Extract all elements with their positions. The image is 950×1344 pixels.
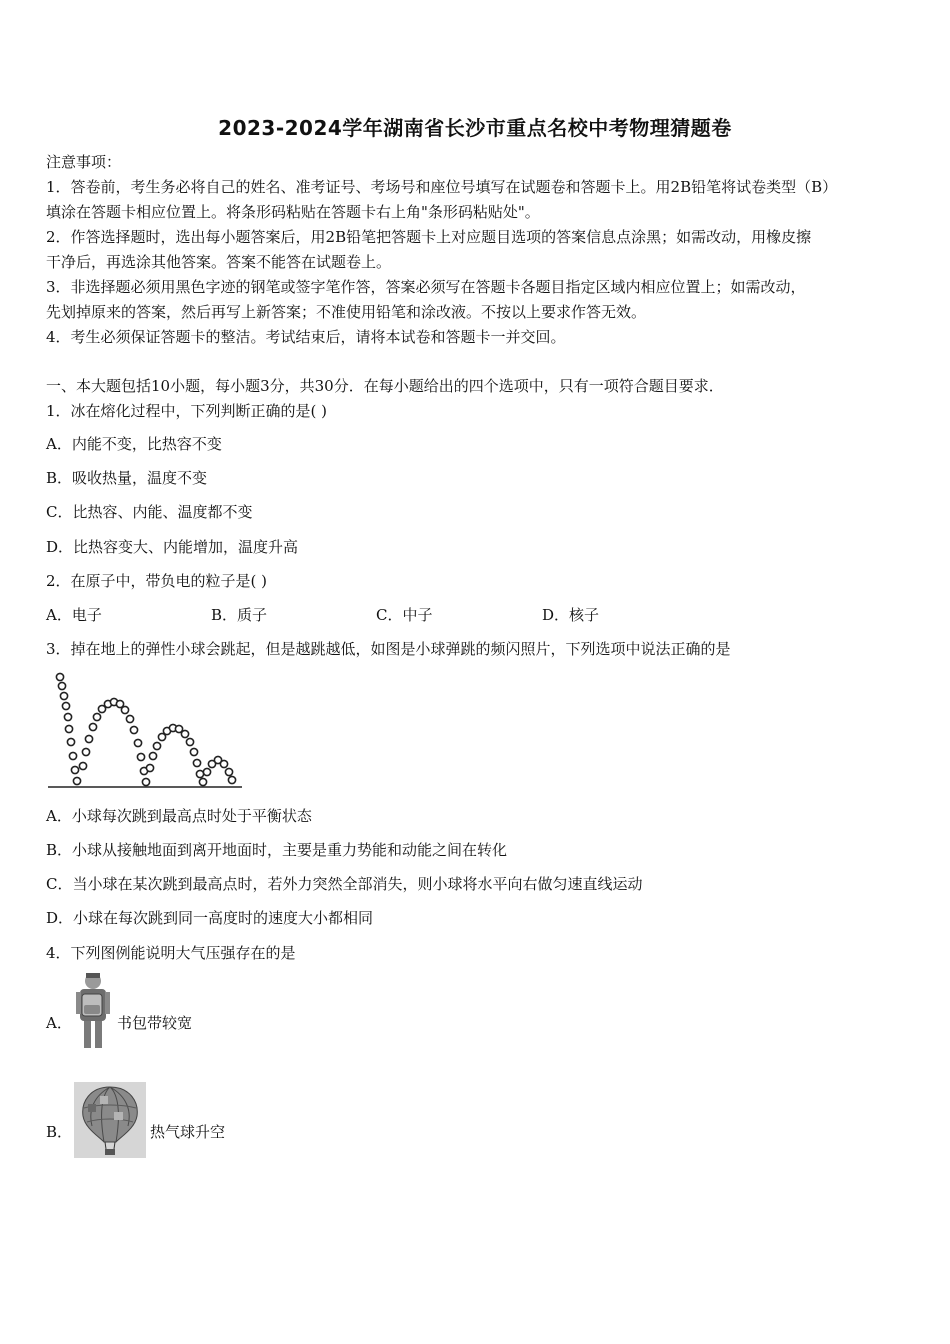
q3-option-c: C．当小球在某次跳到最高点时，若外力突然全部消失，则小球将水平向右做匀速直线运动 — [46, 875, 643, 893]
q1-option-b: B．吸收热量，温度不变 — [46, 469, 208, 487]
backpack-student-image — [72, 972, 114, 1050]
notice-line: 干净后，再选涂其他答案。答案不能答在试题卷上。 — [46, 253, 392, 271]
q3-option-a: A．小球每次跳到最高点时处于平衡状态 — [46, 807, 312, 825]
notice-line: 3．非选择题必须用黑色字迹的钢笔或签字笔作答，答案必须写在答题卡各题目指定区域内相应位置上；如需改动， — [46, 278, 806, 296]
q2-option-d: D．核子 — [542, 606, 600, 624]
q4-option-a-text: 书包带较宽 — [117, 1014, 193, 1032]
q4-option-b-letter: B． — [46, 1123, 73, 1141]
hot-air-balloon-image — [74, 1082, 146, 1158]
q1-option-c: C．比热容、内能、温度都不变 — [46, 503, 253, 521]
q1-option-a: A．内能不变，比热容不变 — [46, 435, 222, 453]
q3-stem: 3．掉在地上的弹性小球会跳起，但是越跳越低，如图是小球弹跳的频闪照片，下列选项中说法正确的是 — [46, 640, 731, 658]
q3-option-b: B．小球从接触地面到离开地面时，主要是重力势能和动能之间在转化 — [46, 841, 508, 859]
q4-option-b-text: 热气球升空 — [150, 1123, 226, 1141]
q1-option-d: D．比热容变大、内能增加，温度升高 — [46, 538, 299, 556]
q3-option-d: D．小球在每次跳到同一高度时的速度大小都相同 — [46, 909, 374, 927]
q2-option-b: B．质子 — [211, 606, 268, 624]
section-heading: 一、本大题包括10小题，每小题3分，共30分．在每小题给出的四个选项中，只有一项符合题目要求． — [46, 377, 724, 395]
q2-option-c: C．中子 — [376, 606, 433, 624]
q4-option-a-letter: A． — [46, 1014, 72, 1032]
exam-title: 2023-2024学年湖南省长沙市重点名校中考物理猜题卷 — [218, 116, 732, 140]
notice-line: 先划掉原来的答案，然后再写上新答案；不准使用铅笔和涂改液。不按以上要求作答无效。 — [46, 303, 647, 321]
q2-stem: 2．在原子中，带负电的粒子是( ) — [46, 572, 268, 590]
q4-stem: 4．下列图例能说明大气压强存在的是 — [46, 944, 296, 962]
q2-option-a: A．电子 — [46, 606, 102, 624]
notice-heading: 注意事项： — [46, 153, 122, 171]
q1-stem: 1．冰在熔化过程中，下列判断正确的是( ) — [46, 402, 328, 420]
notice-line: 4．考生必须保证答题卡的整洁。考试结束后，请将本试卷和答题卡一并交回。 — [46, 328, 566, 346]
notice-line: 填涂在答题卡相应位置上。将条形码粘贴在答题卡右上角"条形码粘贴处"。 — [46, 203, 540, 221]
notice-line: 2．作答选择题时，选出每小题答案后，用2B铅笔把答题卡上对应题目选项的答案信息点涂黑；如需改动，用橡皮擦 — [46, 228, 812, 246]
bouncing-ball-figure — [46, 668, 246, 792]
notice-line: 1．答卷前，考生务必将自己的姓名、准考证号、考场号和座位号填写在试题卷和答题卡上。用2B铅笔将试卷类型（B） — [46, 178, 838, 196]
